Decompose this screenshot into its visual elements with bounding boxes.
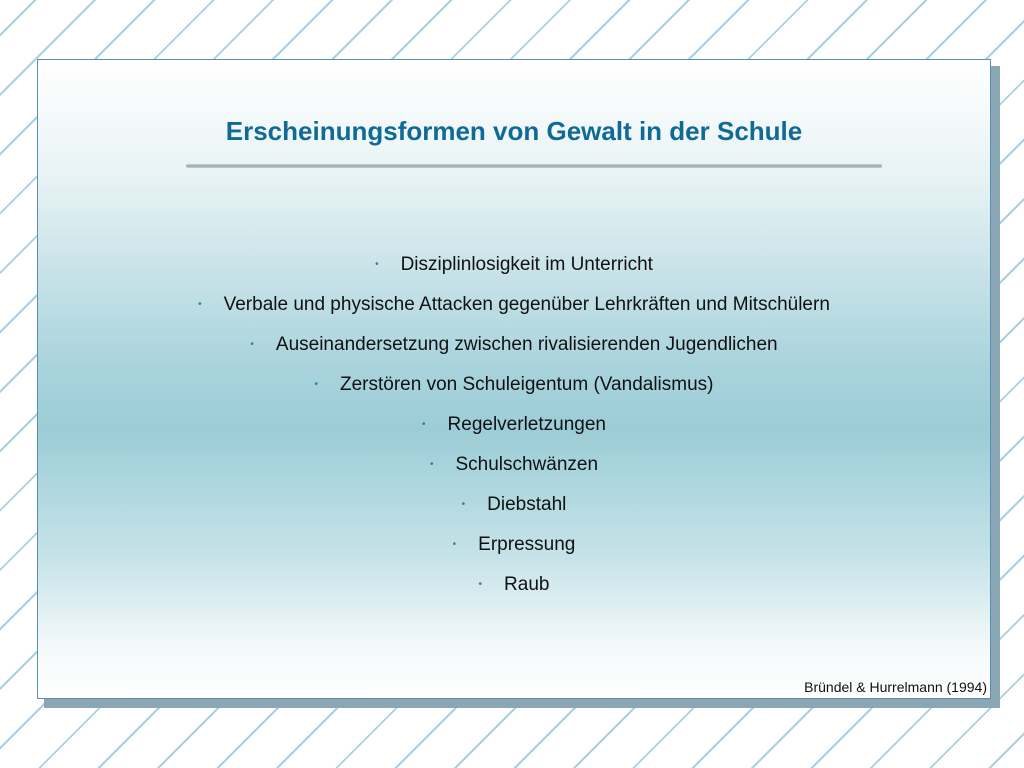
bullet-icon: • bbox=[375, 259, 379, 270]
bullet-item bbox=[38, 331, 990, 371]
bullet-item bbox=[38, 291, 990, 331]
bullet-icon: • bbox=[452, 539, 457, 550]
bullet-icon: • bbox=[198, 299, 202, 310]
bullet-item bbox=[38, 251, 990, 291]
bullet-text: Erpressung bbox=[478, 534, 576, 555]
bullet-item bbox=[38, 451, 990, 491]
bullet-item bbox=[38, 571, 990, 611]
bullet-icon: • bbox=[478, 579, 483, 590]
bullet-text: Disziplinlosigkeit im Unterricht bbox=[400, 254, 653, 275]
slide-title: Erscheinungsformen von Gewalt in der Schule bbox=[225, 116, 803, 146]
bullet-text: Auseinandersetzung zwischen rivalisierenden Jugendlichen bbox=[275, 334, 778, 355]
bullet-icon: • bbox=[461, 499, 466, 510]
bullet-icon: • bbox=[422, 419, 426, 430]
bullet-item bbox=[38, 411, 990, 451]
bullet-icon: • bbox=[250, 339, 254, 350]
title-divider bbox=[186, 164, 882, 168]
bullet-text: Diebstahl bbox=[487, 494, 567, 515]
bullet-item bbox=[38, 491, 990, 531]
slide-panel bbox=[37, 59, 991, 699]
source-citation: Bründel & Hurrelmann (1994) bbox=[804, 679, 987, 695]
bullet-text: Schulschwänzen bbox=[455, 454, 599, 475]
bullet-icon: • bbox=[429, 459, 434, 470]
bullet-list bbox=[38, 251, 990, 611]
bullet-text: Raub bbox=[504, 574, 550, 595]
bullet-text: Verbale und physische Attacken gegenüber Lehrkräften und Mitschülern bbox=[223, 294, 830, 315]
bullet-item bbox=[38, 531, 990, 571]
bullet-icon: • bbox=[314, 379, 318, 390]
bullet-item bbox=[38, 371, 990, 411]
bullet-text: Zerstören von Schuleigentum (Vandalismus) bbox=[340, 374, 714, 395]
bullet-text: Regelverletzungen bbox=[447, 414, 606, 435]
